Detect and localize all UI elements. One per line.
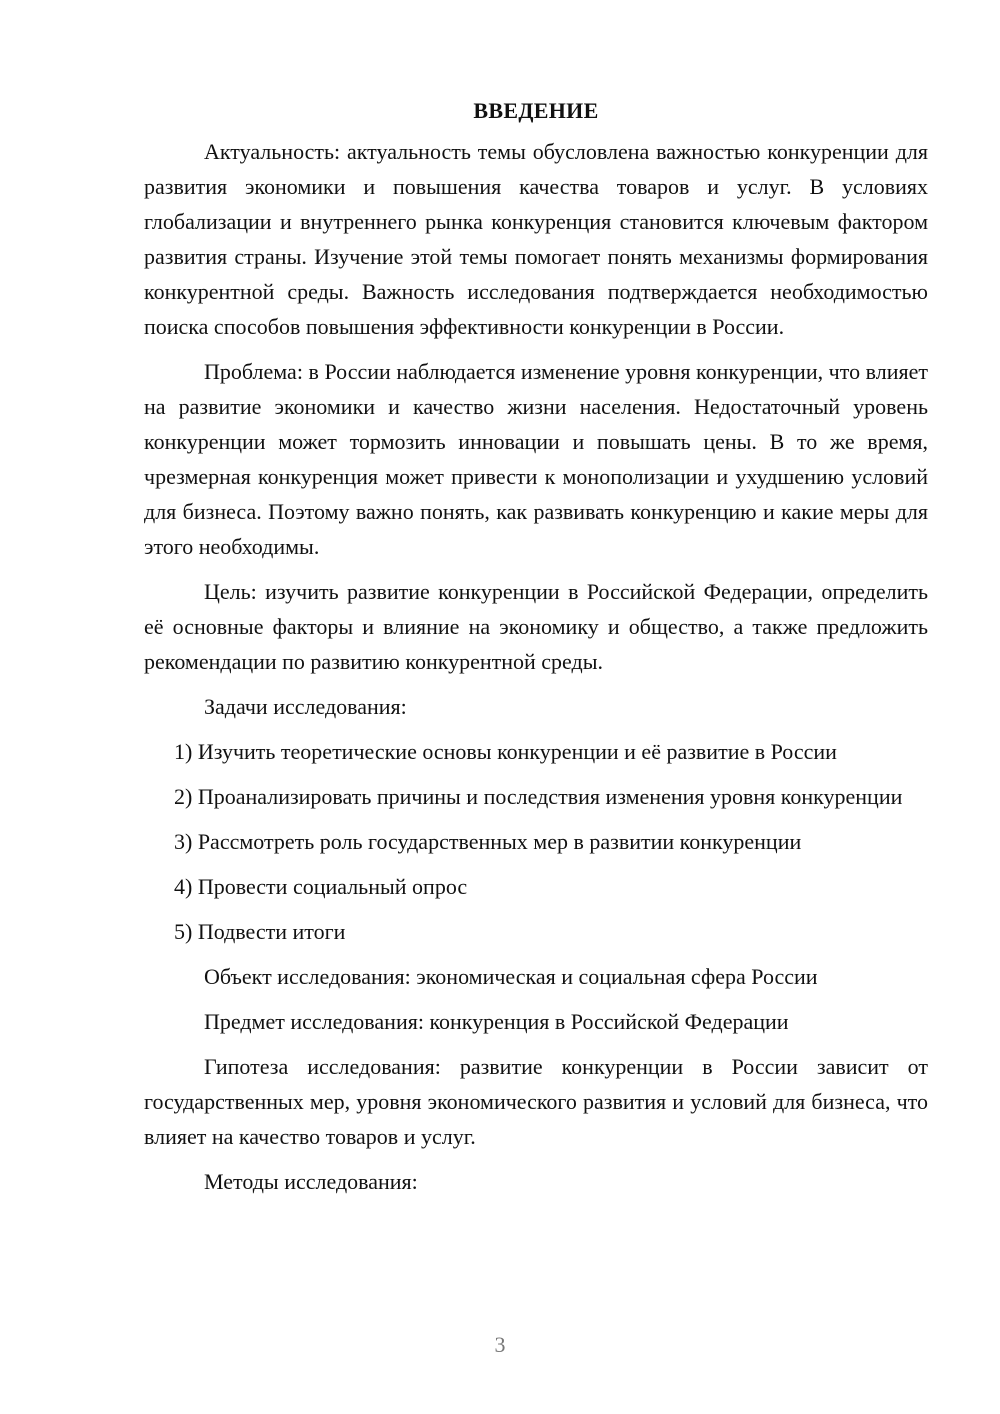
task-item-5: 5) Подвести итоги xyxy=(174,919,346,944)
page-content xyxy=(144,96,928,1209)
goal-paragraph: Цель: изучить развитие конкуренции в Российской Федерации, определить её основные факторы и влияние на экономику и общество, а также предложить рекомендации по развитию конкурентной среды. xyxy=(144,579,928,674)
relevance-paragraph: Актуальность: актуальность темы обусловлена важностью конкуренции для развития экономики и повышения качества товаров и услуг. В условиях глобализации и внутреннего рынка конкуренция становится ключевым фактором развития страны. Изучение этой темы помогает понять механизмы формирования конкурентной среды. Важность исследования подтверждается необходимостью поиска способов повышения эффективности конкуренции в России. xyxy=(144,139,928,339)
research-object: Объект исследования: экономическая и социальная сфера России xyxy=(204,964,818,989)
task-item-1: 1) Изучить теоретические основы конкуренции и её развитие в России xyxy=(174,739,837,764)
task-item-2: 2) Проанализировать причины и последствия изменения уровня конкуренции xyxy=(174,784,903,809)
research-subject: Предмет исследования: конкуренция в Российской Федерации xyxy=(204,1009,789,1034)
research-hypothesis: Гипотеза исследования: развитие конкуренции в России зависит от государственных мер, уровня экономического развития и условий для бизнеса, что влияет на качество товаров и услуг. xyxy=(144,1054,928,1149)
tasks-heading: Задачи исследования: xyxy=(204,694,407,719)
task-item-4: 4) Провести социальный опрос xyxy=(174,874,468,899)
page-title: ВВЕДЕНИЕ xyxy=(473,98,599,123)
task-item-3: 3) Рассмотреть роль государственных мер в развитии конкуренции xyxy=(174,829,802,854)
methods-heading: Методы исследования: xyxy=(204,1169,418,1194)
problem-paragraph: Проблема: в России наблюдается изменение уровня конкуренции, что влияет на развитие экономики и качество жизни населения. Недостаточный уровень конкуренции может тормозить инновации и повышать цены. В то же время, чрезмерная конкуренция может привести к монополизации и ухудшению условий для бизнеса. Поэтому важно понять, как развивать конкуренцию и какие меры для этого необходимы. xyxy=(144,359,928,559)
page-number: 3 xyxy=(494,1332,506,1357)
